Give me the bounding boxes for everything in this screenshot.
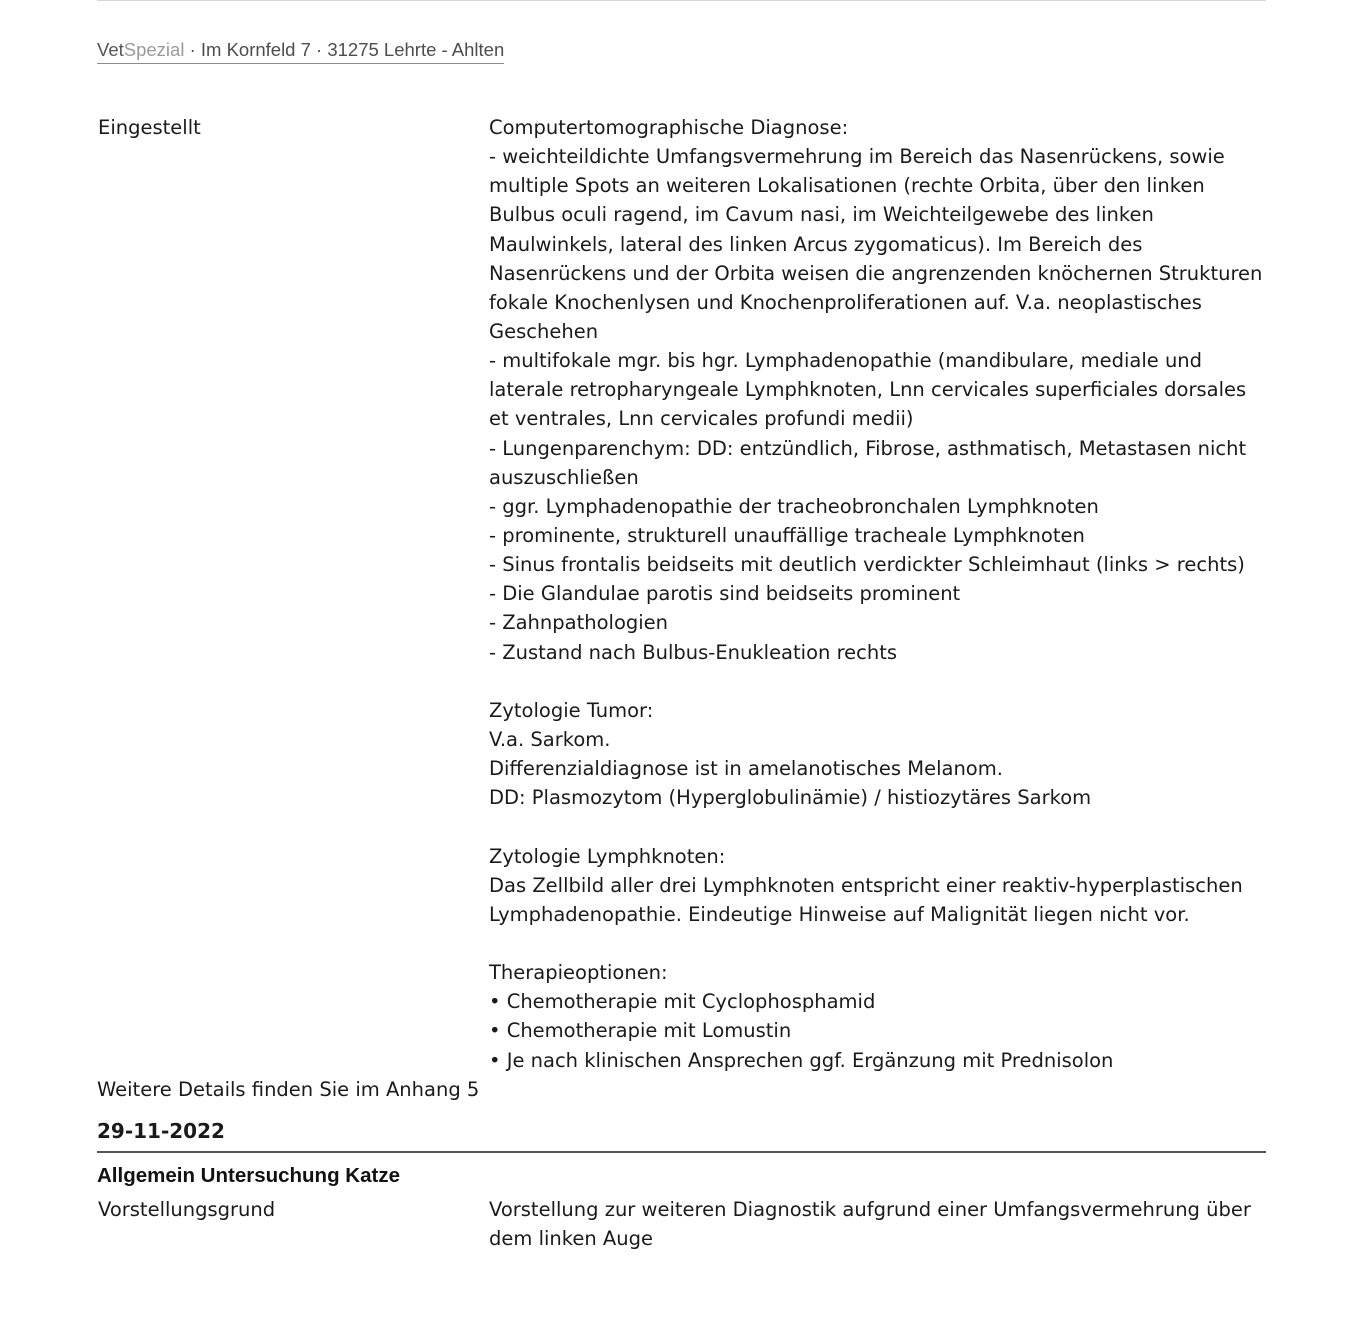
text-line: - prominente, strukturell unauffällige tracheale Lymphknoten [489,523,1085,547]
block-cytology-tumor [489,696,1279,813]
text-line: - Sinus frontalis beidseits mit deutlich verdickter Schleimhaut (links > rechts) [489,553,1245,577]
date-heading: 29-11-2022 [97,1119,225,1143]
text-line: auszuschließen [489,465,639,489]
text-line: - Lungenparenchym: DD: entzündlich, Fibrose, asthmatisch, Metastasen nicht [489,436,1247,460]
text-line: Zytologie Tumor: [489,698,654,722]
brand-name-part1: Vet [97,39,124,60]
bullet-item: • Chemotherapie mit Lomustin [489,1019,792,1043]
attachment-note: Weitere Details finden Sie im Anhang 5 [97,1078,480,1101]
section-divider [97,1151,1266,1153]
brand-name-part2: Spezial [123,39,185,60]
text-line: Nasenrückens und der Orbita weisen die angrenzenden knöchernen Strukturen [489,261,1263,285]
clinic-address: · Im Kornfeld 7 · 31275 Lehrte - Ahlten [184,39,505,60]
top-divider [97,0,1266,1]
text-line: fokale Knochenlysen und Knochenproliferationen auf. V.a. neoplastisches [489,290,1202,314]
text-line: - Zustand nach Bulbus-Enukleation rechts [489,640,898,664]
block-ct-diagnosis [489,113,1279,667]
text-line: Bulbus oculi ragend, im Cavum nasi, im Weichteilgewebe des linken [489,203,1154,227]
text-line: Zytologie Lymphknoten: [489,844,726,868]
block-therapy-options [489,958,1279,1075]
text-line: - Zahnpathologien [489,611,669,635]
spacer [489,667,1279,696]
bullet-item: • Chemotherapie mit Cyclophosphamid [489,990,876,1014]
text-line: Therapieoptionen: [489,961,668,985]
text-line: Computertomographische Diagnose: [489,116,849,139]
text-line: Maulwinkels, lateral des linken Arcus zygomaticus). Im Bereich des [489,232,1143,256]
text-line: - weichteildichte Umfangsvermehrung im Bereich das Nasenrückens, sowie [489,145,1225,169]
spacer [489,929,1279,958]
text-line: Vorstellung zur weiteren Diagnostik aufgrund einer Umfangsvermehrung über [489,1198,1251,1221]
entry-value-diagnosis [489,113,1279,1075]
text-line: DD: Plasmozytom (Hyperglobulinämie) / histiozytäres Sarkom [489,786,1092,810]
letterhead [97,39,504,64]
text-line: Lymphadenopathie. Eindeutige Hinweise auf Malignität liegen nicht vor. [489,902,1190,926]
entry-label-eingestellt: Eingestellt [98,116,201,139]
text-line: Das Zellbild aller drei Lymphknoten entspricht einer reaktiv-hyperplastischen [489,873,1243,897]
spacer [489,812,1279,841]
bullet-item: • Je nach klinischen Ansprechen ggf. Ergänzung mit Prednisolon [489,1048,1114,1072]
text-line: V.a. Sarkom. [489,727,611,751]
text-line: Differenzialdiagnose ist in amelanotisches Melanom. [489,757,1003,781]
text-line: Geschehen [489,319,599,343]
text-line: laterale retropharyngeale Lymphknoten, Lnn cervicales superficiales dorsales [489,378,1247,402]
section-title: Allgemein Untersuchung Katze [97,1164,400,1187]
text-line: dem linken Auge [489,1227,653,1251]
text-line: - ggr. Lymphadenopathie der tracheobronchalen Lymphknoten [489,494,1099,518]
text-line: - Die Glandulae parotis sind beidseits prominent [489,582,961,606]
block-cytology-lymph [489,842,1279,929]
entry-label-vorstellungsgrund: Vorstellungsgrund [98,1198,276,1221]
text-line: et ventrales, Lnn cervicales profundi medii) [489,407,914,431]
entry-value-vorstellungsgrund [489,1195,1279,1253]
text-line: - multifokale mgr. bis hgr. Lymphadenopathie (mandibulare, mediale und [489,349,1203,373]
text-line: multiple Spots an weiteren Lokalisationen (rechte Orbita, über den linken [489,174,1205,198]
